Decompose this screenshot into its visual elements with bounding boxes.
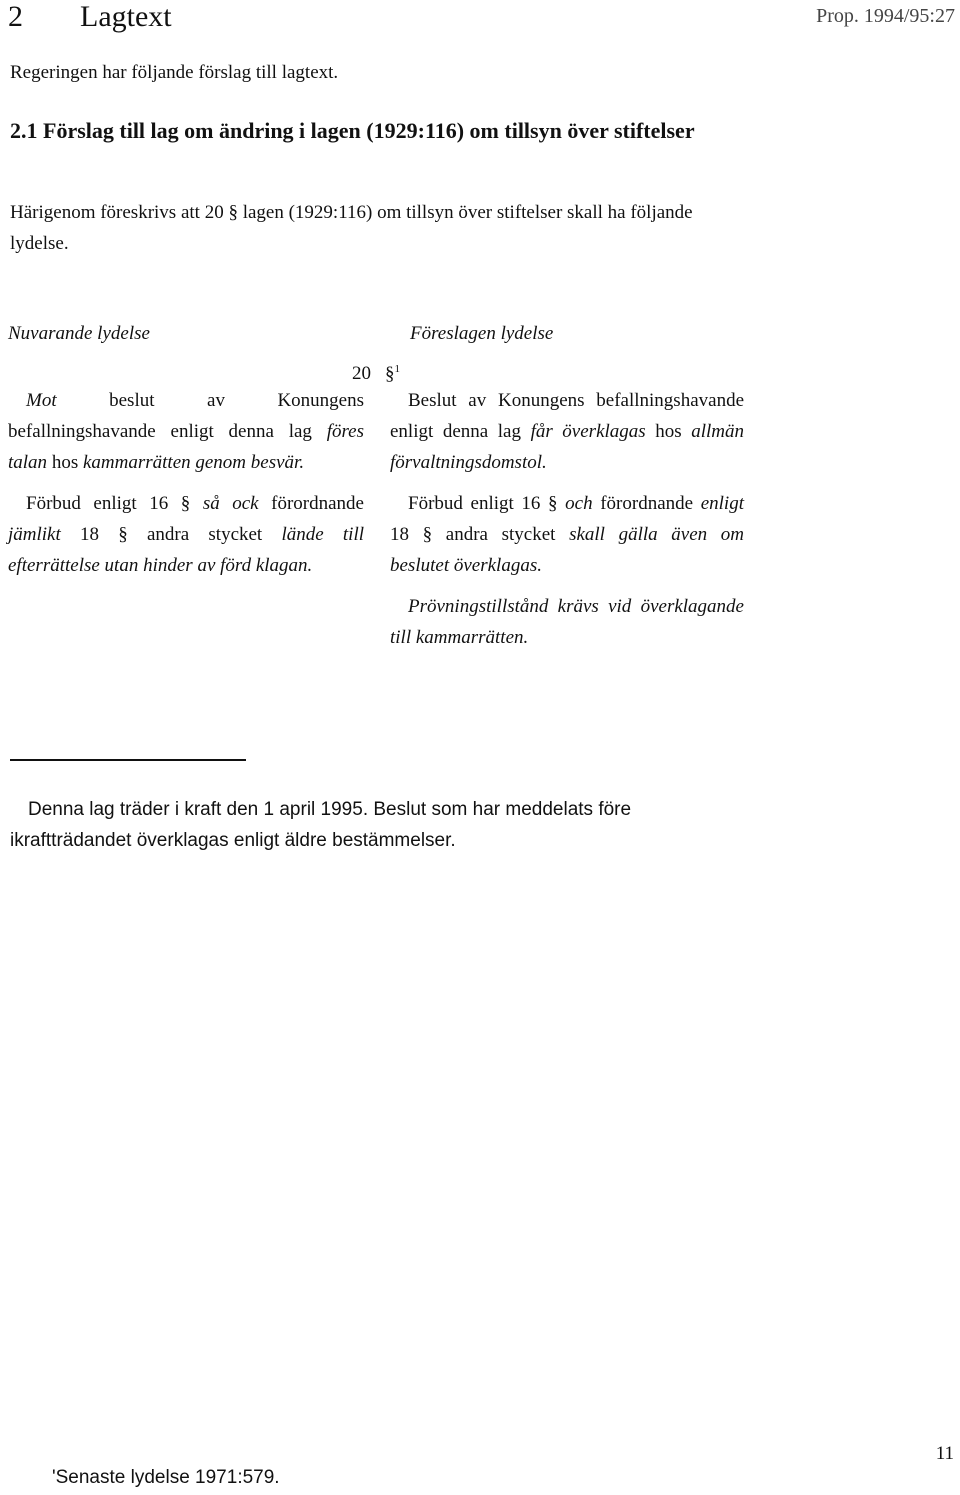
text-run: jämlikt [8, 524, 61, 545]
text-run: beslut av Konungens befallningshavande enligt denna lag [8, 390, 364, 442]
text-run: föres talan [8, 421, 364, 473]
proposed-wording-header: Föreslagen lydelse [410, 323, 554, 344]
page-number: 11 [935, 1443, 954, 1464]
transitional-provision: Denna lag träder i kraft den 1 april 1995. Beslut som har meddelats före ikraftträdandet överklagas enligt äldre bestämmelser. [10, 799, 632, 851]
text-run: 18 § andra stycket [60, 524, 282, 545]
text-run: förordnande [592, 493, 701, 514]
enactment-clause: Härigenom föreskrivs att 20 § lagen (1929:116) om tillsyn över stiftelser skall ha följande lydelse. [10, 202, 693, 254]
paragraph [390, 385, 744, 478]
chapter-number: 2 [8, 0, 23, 33]
text-run: 18 § andra stycket [390, 524, 570, 545]
section-number [352, 356, 400, 387]
section-symbol: § [385, 363, 395, 385]
text-run: lände till efterrättelse utan hinder av förd klagan. [8, 524, 365, 576]
text-run: hos [645, 421, 692, 442]
text-run: Förbud enligt 16 § [26, 493, 203, 514]
text-run: Förbud enligt 16 § [408, 493, 566, 514]
current-wording-text [8, 385, 364, 581]
text-run: Beslut av Konungens befallningshavande enligt denna lag [390, 390, 744, 442]
chapter-title: Lagtext [80, 0, 172, 33]
text-run: kammarrätten genom besvär. [82, 452, 305, 473]
current-wording-header: Nuvarande lydelse [8, 323, 150, 344]
paragraph [390, 488, 744, 581]
text-run: förordnande [258, 493, 364, 514]
footnote-marker: 1 [394, 363, 400, 375]
paragraph [390, 591, 744, 653]
text-run: skall gälla även om beslutet överklagas. [390, 524, 745, 576]
footnote-text: 'Senaste lydelse 1971:579. [52, 1467, 280, 1488]
text-run: enligt [700, 493, 744, 514]
intro-text: Regeringen har följande förslag till lagtext. [10, 62, 339, 83]
text-run: hos [47, 452, 83, 473]
section-number-value: 20 [352, 363, 371, 385]
section-heading: 2.1 Förslag till lag om ändring i lagen (1929:116) om tillsyn över stiftelser [10, 118, 695, 143]
paragraph [8, 488, 364, 581]
text-run: Prövningstillstånd krävs vid överklagande till kammarrätten. [390, 596, 744, 648]
text-run: och [565, 493, 593, 514]
text-run: allmän förvaltningsdomstol. [390, 421, 744, 473]
paragraph [8, 385, 364, 478]
text-run: får överklagas [530, 421, 646, 442]
footnote-divider [10, 759, 246, 761]
text-run: Mot [26, 390, 57, 411]
text-run: så ock [202, 493, 259, 514]
proposition-reference: Prop. 1994/95:27 [816, 5, 955, 27]
proposed-wording-text [390, 385, 744, 653]
